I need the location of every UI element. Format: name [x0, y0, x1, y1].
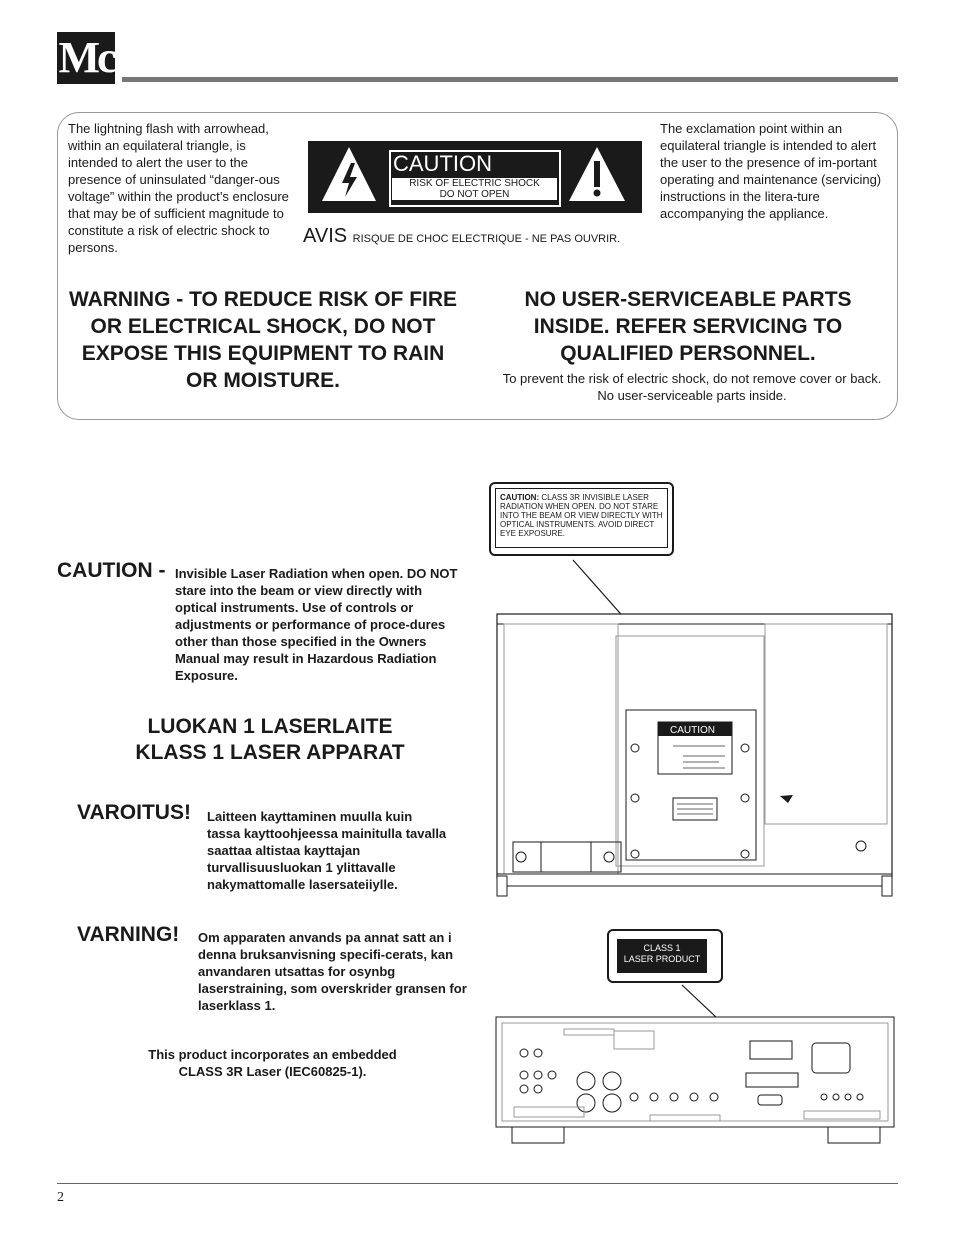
- class3r-label: [489, 482, 674, 556]
- no-serviceable-parts-sub: To prevent the risk of electric shock, do not remove cover or back. No user-serviceable parts inside.: [502, 371, 882, 403]
- laser-caution-text: Invisible Laser Radiation when open. DO NOT stare into the beam or view directly with optical instruments. Use of controls or adjustments or performance of proce-dures other than those specified in the Owners Manual may result in Hazardous Radiation Exposure.: [175, 566, 458, 683]
- mcintosh-logo: Mc: [58, 33, 114, 82]
- caution-subtitle: [392, 178, 557, 200]
- page-number: 2: [57, 1190, 64, 1205]
- class1-label-line1: CLASS 1: [643, 943, 681, 953]
- embedded-laser-note: This product incorporates an embedded CLASS 3R Laser (IEC60825-1).: [148, 1047, 397, 1079]
- exclamation-explanation: The exclamation point within an equilateral triangle is intended to alert the user to the presence of im-portant operating and maintenance (servicing) instructions in the litera-ture accompanying the appliance.: [660, 121, 882, 221]
- class3r-label-text: CLASS 3R INVISIBLE LASER RADIATION WHEN OPEN. DO NOT STARE INTO THE BEAM OR VIEW DIRECTLY WITH OPTICAL INSTRUMENTS. AVOID DIRECT EYE EXPOSURE.: [500, 493, 663, 538]
- varning-text: Om apparaten anvands pa annat satt an i denna bruksanvisning specifi-cerats, kan anvandaren utsattas for osynbg laserstraining, som overskrider gransen for laserklass 1.: [198, 930, 467, 1013]
- caution-sub-line1: RISK OF ELECTRIC SHOCK: [409, 178, 540, 189]
- avis-line: [303, 225, 620, 250]
- laser-caution-heading: CAUTION -: [57, 559, 166, 582]
- unit-top-view-illustration: [493, 550, 898, 898]
- varoitus-heading: VAROITUS!: [77, 801, 191, 824]
- class1-finnish: LUOKAN 1 LASERLAITE: [147, 715, 393, 738]
- inner-caution-label-text: CAUTION: [670, 725, 715, 736]
- class3r-label-inner: [495, 488, 668, 548]
- lightning-explanation: The lightning flash with arrowhead, within an equilateral triangle, is intended to alert the user to the presence of uninsulated “danger-ous voltage” within the product’s enclosure that may be of sufficient magnitude to constitute a risk of electric shock to persons.: [68, 121, 289, 255]
- class1-label: [607, 929, 723, 983]
- class1-label-line2: LASER PRODUCT: [623, 954, 701, 964]
- lightning-triangle-icon: [320, 145, 378, 205]
- avis-label: AVIS: [303, 225, 348, 247]
- varning-heading: VARNING!: [77, 923, 180, 946]
- varoitus-text: Laitteen kayttaminen muulla kuin tassa kayttoohjeessa mainitulla tavalla saattaa altistaa kayttajan turvallisuusluokan 1 ylittavalle nakymattomalle lasersateiiylle.: [207, 809, 447, 892]
- class1-label-inner: [617, 939, 707, 973]
- footer-rule: [57, 1183, 898, 1184]
- class3r-label-bold: CAUTION:: [500, 493, 540, 502]
- no-serviceable-parts-heading: NO USER-SERVICEABLE PARTS INSIDE. REFER SERVICING TO QUALIFIED PERSONNEL.: [524, 288, 852, 365]
- caution-title: CAUTION: [393, 151, 492, 176]
- moisture-warning-heading: WARNING - TO REDUCE RISK OF FIRE OR ELECTRICAL SHOCK, DO NOT EXPOSE THIS EQUIPMENT TO RAIN OR MOISTURE.: [68, 288, 458, 392]
- class1-swedish: KLASS 1 LASER APPARAT: [135, 741, 405, 764]
- caution-sub-line2: DO NOT OPEN: [439, 189, 510, 200]
- exclamation-triangle-icon: [567, 145, 627, 205]
- avis-text: RISQUE DE CHOC ELECTRIQUE - NE PAS OUVRIR.: [352, 233, 621, 245]
- rear-panel-illustration: [494, 983, 898, 1147]
- header-rule: [122, 77, 898, 82]
